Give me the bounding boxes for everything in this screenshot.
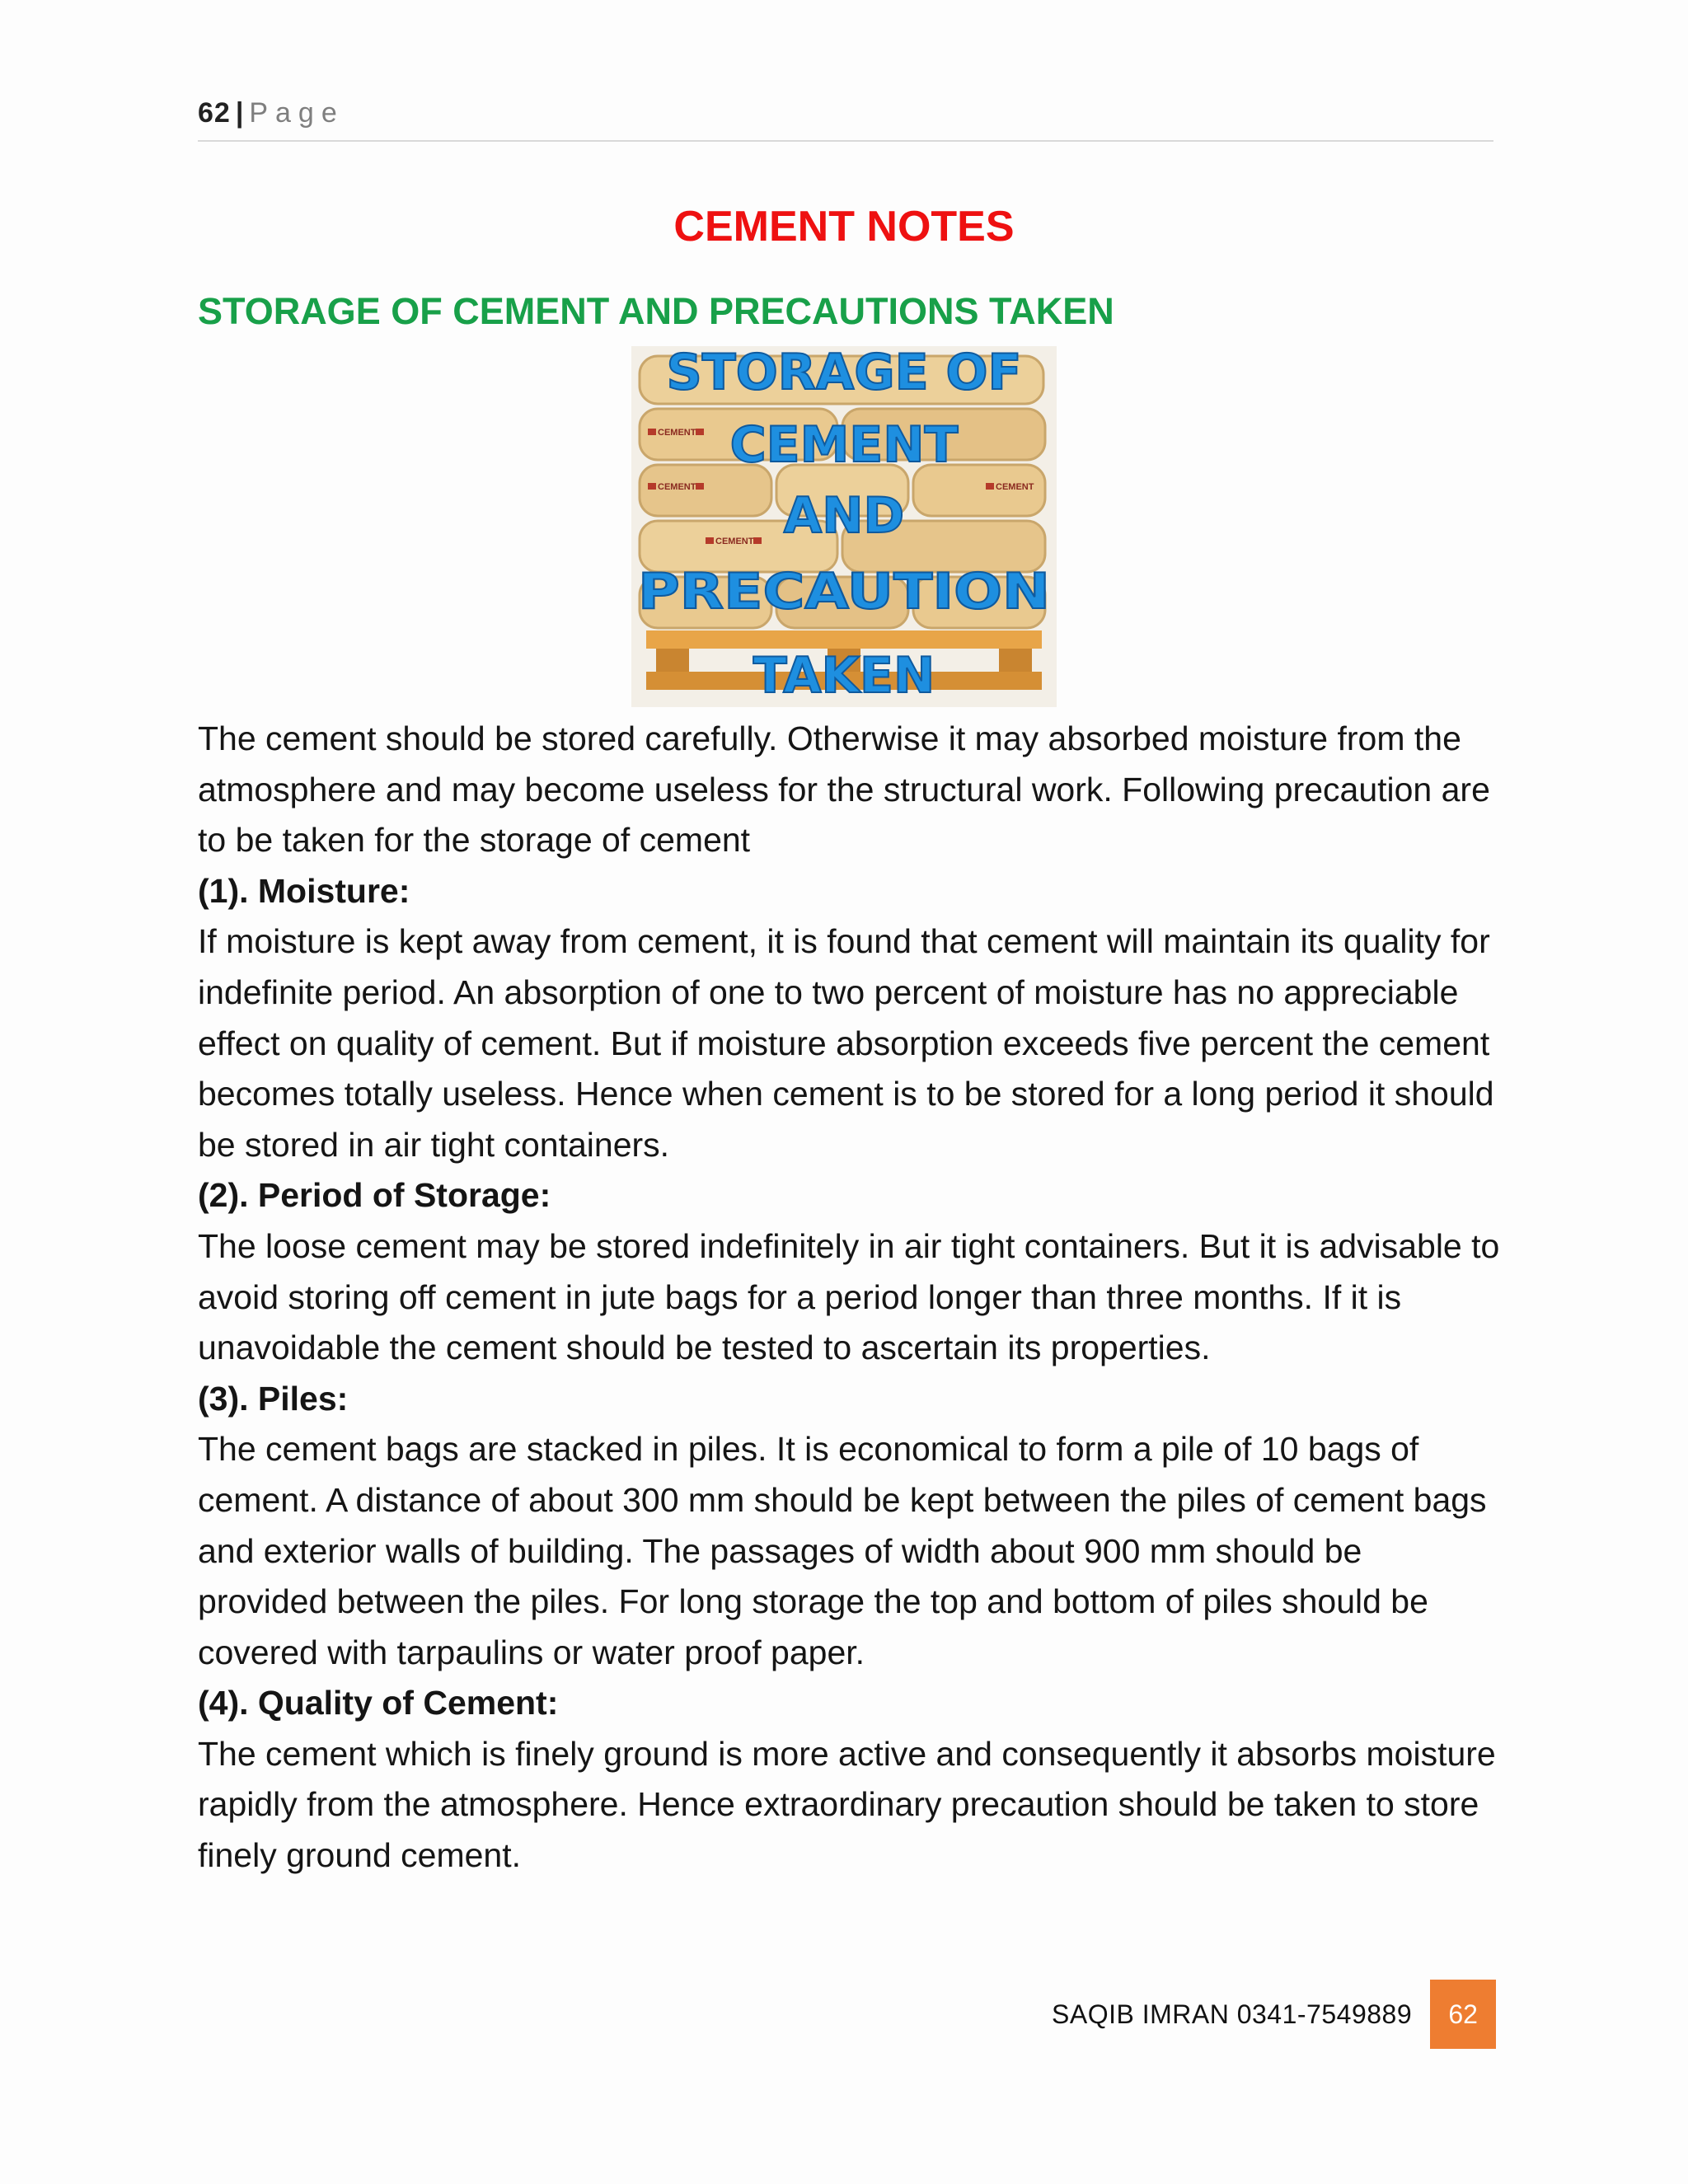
bag-label: CEMENT (996, 482, 1034, 492)
page-footer (1052, 1980, 1496, 2049)
cement-bags-pallet-illustration (631, 346, 1057, 707)
footer-author: SAQIB IMRAN 0341-7549889 (1052, 1999, 1413, 2029)
section-text-moisture: If moisture is kept away from cement, it is found that cement will maintain its quality for indefinite period. An absorption of one to two percent of moisture has no appreciable effect on quality of cement. But if moisture absorption exceeds five percent the cement becomes totally useless. Hence when cement is to be stored for a long period it should be stored in air tight containers. (198, 922, 1494, 1164)
section-heading-moisture: (1). Moisture: (198, 871, 410, 910)
section-text-piles: The cement bags are stacked in piles. It is economical to form a pile of 10 bags of cement. A distance of about 300 mm should be kept between the piles of cement bags and exterior walls of building. The passages of width about 900 mm should be provided between the piles. For long storage the top and bottom of piles should be covered with tarpaulins or water proof paper. (198, 1430, 1487, 1671)
footer-page-badge: 62 (1430, 1980, 1496, 2049)
page-number: 62 (198, 97, 231, 129)
document-body (198, 714, 1500, 1882)
overlay-line-1: STORAGE OF (666, 346, 1022, 401)
overlay-line-5: TAKEN (753, 647, 935, 705)
overlay-line-3: AND (783, 487, 905, 545)
page-word: Page (249, 97, 345, 129)
section-subtitle: STORAGE OF CEMENT AND PRECAUTIONS TAKEN (198, 290, 1114, 332)
header-separator: | (235, 97, 245, 129)
intro-paragraph: The cement should be stored carefully. Otherwise it may absorbed moisture from the atmosphere and may become useless for the structural work. Following precaution are to be taken for the storage of cement (198, 719, 1490, 860)
bag-label: CEMENT (715, 537, 754, 546)
overlay-line-4: PRECAUTION (638, 563, 1050, 621)
section-heading-piles: (3). Piles: (198, 1379, 349, 1418)
section-heading-quality: (4). Quality of Cement: (198, 1684, 559, 1722)
bag-label: CEMENT (658, 482, 696, 492)
page-header (198, 97, 1493, 142)
bag-label: CEMENT (658, 428, 696, 438)
section-text-quality: The cement which is finely ground is more active and consequently it absorbs moisture rapidly from the atmosphere. Hence extraordinary precaution should be taken to store finely ground cement. (198, 1734, 1496, 1875)
section-heading-period-of-storage: (2). Period of Storage: (198, 1176, 551, 1215)
cement-storage-image (631, 346, 1057, 707)
overlay-line-2: CEMENT (729, 416, 959, 474)
section-text-period-of-storage: The loose cement may be stored indefinitely in air tight containers. But it is advisable to avoid storing off cement in jute bags for a period longer than three months. If it is unavoidable the cement should be tested to ascertain its properties. (198, 1226, 1500, 1367)
document-title: CEMENT NOTES (673, 203, 1015, 251)
